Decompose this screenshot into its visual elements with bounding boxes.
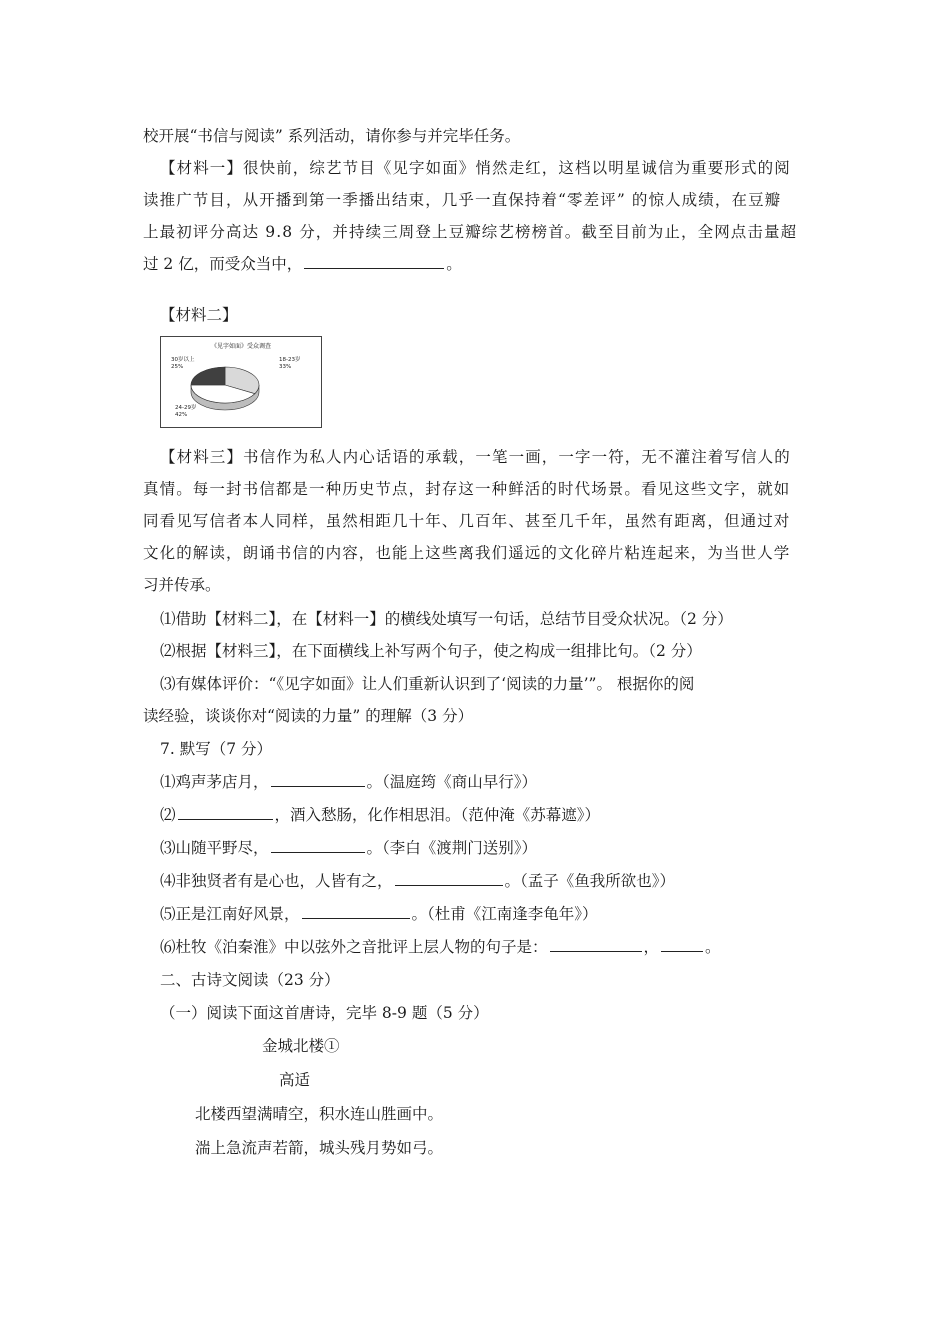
part-2-heading: 二、古诗文阅读（23 分） — [160, 971, 340, 989]
question-3-line-1: ⑶有媒体评价：“《见字如面》让人们重新认识到了‘阅读的力量’”。 根据你的阅 — [160, 675, 695, 693]
pie-label-1-1: 42% — [175, 412, 188, 418]
answer-blank[interactable] — [304, 253, 444, 269]
dictation-6-blank-1[interactable] — [550, 936, 642, 952]
material-2-heading: 【材料二】 — [160, 306, 238, 324]
dictation-6-blank-2[interactable] — [661, 936, 703, 952]
material-3-line-2: 真情。每一封书信都是一种历史节点，封存这一种鲜活的时代场景。看见这些文字，就如 — [143, 480, 791, 498]
question-2: ⑵根据【材料三】，在下面横线上补写两个句子，使之构成一组排比句。（2 分） — [160, 642, 702, 660]
pie-label-1-0: 24-29岁 — [175, 405, 197, 411]
audience-pie-chart — [160, 336, 322, 428]
dictation-3: ⑶山随平野尽， 。（李白《渡荆门送别》） — [160, 839, 538, 857]
question-1: ⑴借助【材料二】，在【材料一】的横线处填写一句话，总结节目受众状况。（2 分） — [160, 610, 733, 628]
material-1-line-1: 【材料一】很快前，综艺节目《见字如面》悄然走红，这档以明星诚信为重要形式的阅 — [160, 159, 791, 177]
poem-title: 金城北楼① — [262, 1037, 340, 1055]
dictation-4: ⑷非独贤者有是心也，人皆有之， 。（孟子《鱼我所欲也》） — [160, 872, 676, 890]
dictation-5: ⑸正是江南好风景， 。（杜甫《江南逢李龟年》） — [160, 905, 598, 923]
pie-label-0-1: 33% — [279, 364, 292, 370]
material-3-line-5: 习并传承。 — [143, 576, 221, 594]
pie-slice-2 — [191, 367, 225, 385]
section-7-heading: 7. 默写（7 分） — [160, 740, 273, 758]
material-3-line-3: 同看见写信者本人同样，虽然相距几十年、几百年、甚至几千年，虽然有距离，但通过对 — [143, 512, 791, 530]
poem-line-1: 北楼西望满晴空，积水连山胜画中。 — [195, 1105, 444, 1123]
material-1-line-4: 过 2 亿，而受众当中， 。 — [143, 255, 462, 273]
dictation-5-blank[interactable] — [302, 903, 410, 919]
pie-chart-svg — [161, 337, 321, 427]
chart-title: 《见字如面》受众调查 — [210, 343, 272, 350]
intro-line: 校开展“书信与阅读” 系列活动，请你参与并完毕任务。 — [143, 127, 521, 145]
pie-label-0-0: 18-23岁 — [279, 357, 301, 363]
pie-label-2-0: 30岁以上 — [171, 357, 195, 363]
dictation-4-blank[interactable] — [395, 870, 503, 886]
dictation-1: ⑴鸡声茅店月， 。（温庭筠《商山早行》） — [160, 773, 538, 791]
question-3-line-2: 读经验，谈谈你对“阅读的力量” 的理解（3 分） — [143, 707, 474, 725]
dictation-3-blank[interactable] — [271, 837, 365, 853]
poem-author: 高适 — [279, 1071, 311, 1089]
poem-line-2: 湍上急流声若箭，城头残月势如弓。 — [195, 1139, 444, 1157]
subsection-1-heading: （一）阅读下面这首唐诗，完毕 8-9 题（5 分） — [160, 1004, 489, 1022]
material-1-line-2: 读推广节目，从开播到第一季播出结束，几乎一直保持着“零差评” 的惊人成绩，在豆瓣 — [143, 191, 782, 209]
dictation-2: ⑵ ，酒入愁肠，化作相思泪。（范仲淹《苏幕遮》） — [160, 806, 601, 824]
material-3-line-4: 文化的解读，朗诵书信的内容，也能上这些离我们遥远的文化碎片粘连起来，为当世人学 — [143, 544, 791, 562]
dictation-1-blank[interactable] — [271, 771, 365, 787]
dictation-6: ⑹杜牧《泊秦淮》中以弦外之音批评上层人物的句子是： ， 。 — [160, 938, 721, 956]
material-1-line-3: 上最初评分高达 9.8 分，并持续三周登上豆瓣综艺榜榜首。截至目前为止，全网点击量超 — [143, 223, 798, 241]
dictation-2-blank[interactable] — [178, 804, 273, 820]
material-3-line-1: 【材料三】书信作为私人内心话语的承载，一笔一画，一字一符，无不灌注着写信人的 — [160, 448, 791, 466]
pie-label-2-1: 25% — [171, 364, 184, 370]
